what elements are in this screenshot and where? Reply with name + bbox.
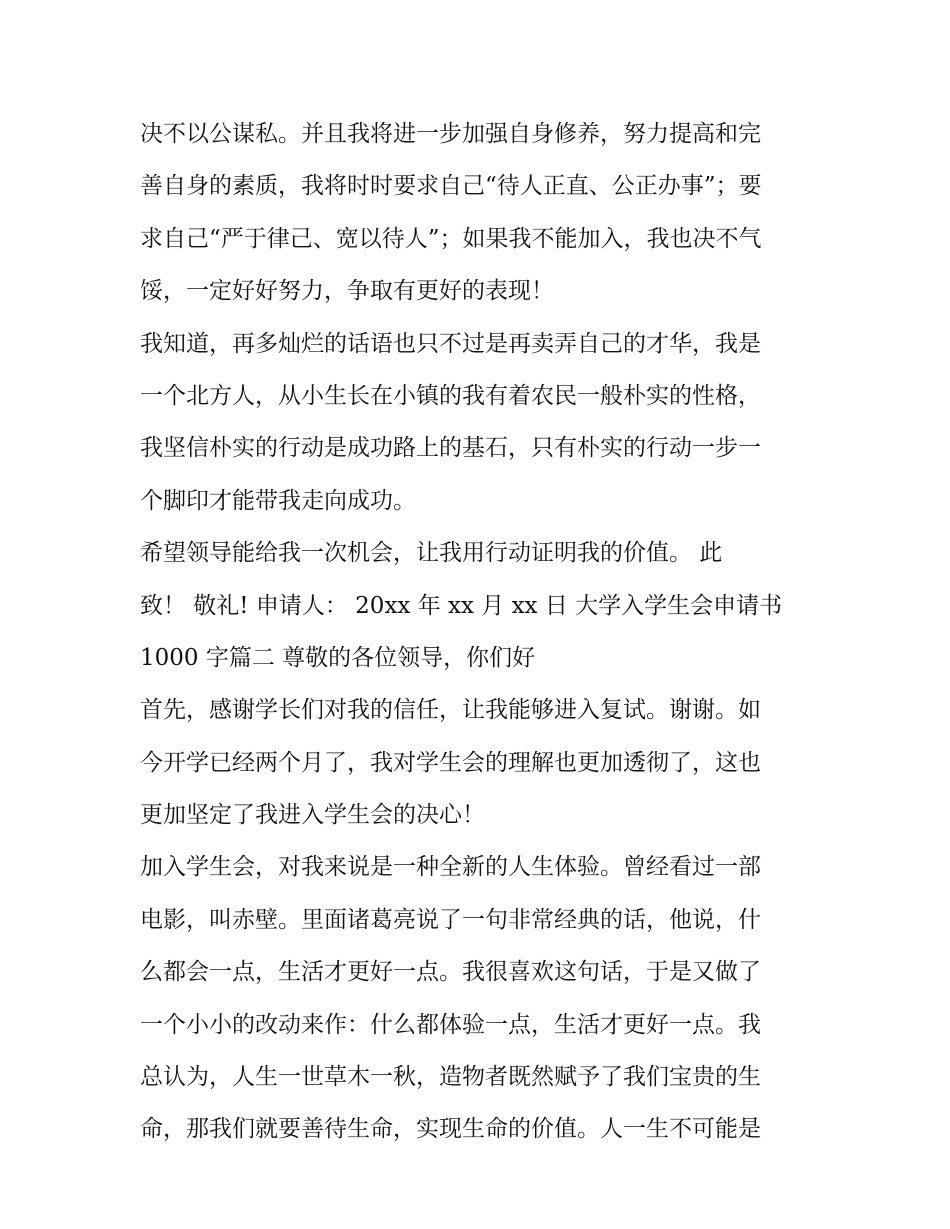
text-line: 加入学生会，对我来说是一种全新的人生体验。曾经看过一部	[140, 854, 761, 881]
text-line: 更加坚定了我进入学生会的决心！	[140, 802, 485, 829]
document-body	[140, 108, 820, 1156]
text-line: 希望领导能给我一次机会，让我用行动证明我的价值。 此	[140, 540, 723, 567]
text-line: 一个小小的改动来作：什么都体验一点，生活才更好一点。我	[140, 1011, 761, 1038]
text-line: 致！ 敬礼! 申请人： 20xx 年 xx 月 xx 日 大学入学生会申请书	[140, 592, 783, 619]
text-line: 1000 字篇二 尊敬的各位领导，你们好	[140, 644, 536, 671]
text-line: 命，那我们就要善待生命，实现生命的价值。人一生不可能是	[140, 1116, 761, 1143]
text-line: 一个北方人，从小生长在小镇的我有着农民一般朴实的性格，	[140, 382, 761, 409]
text-line: 我知道，再多灿烂的话语也只不过是再卖弄自己的才华，我是	[140, 330, 761, 357]
text-line: 电影，叫赤壁。里面诸葛亮说了一句非常经典的话，他说，什	[140, 906, 761, 933]
text-line: 决不以公谋私。并且我将进一步加强自身修养，努力提高和完	[140, 121, 761, 147]
text-line: 求自己“严于律己、宽以待人”；如果我不能加入，我也决不气	[140, 225, 762, 252]
text-line: 个脚印才能带我走向成功。	[140, 487, 416, 514]
text-line: 总认为，人生一世草木一秋，造物者既然赋予了我们宝贵的生	[140, 1064, 761, 1091]
text-line: 首先，感谢学长们对我的信任，让我能够进入复试。谢谢。如	[140, 697, 761, 724]
text-line: 今开学已经两个月了，我对学生会的理解也更加透彻了，这也	[140, 749, 761, 776]
text-line: 馁，一定好好努力，争取有更好的表现！	[140, 278, 554, 305]
text-line: 善自身的素质，我将时时要求自己“待人正直、公正办事”；要	[140, 173, 762, 200]
text-line: 么都会一点，生活才更好一点。我很喜欢这句话，于是又做了	[140, 959, 761, 986]
text-line: 我坚信朴实的行动是成功路上的基石，只有朴实的行动一步一	[140, 435, 761, 462]
